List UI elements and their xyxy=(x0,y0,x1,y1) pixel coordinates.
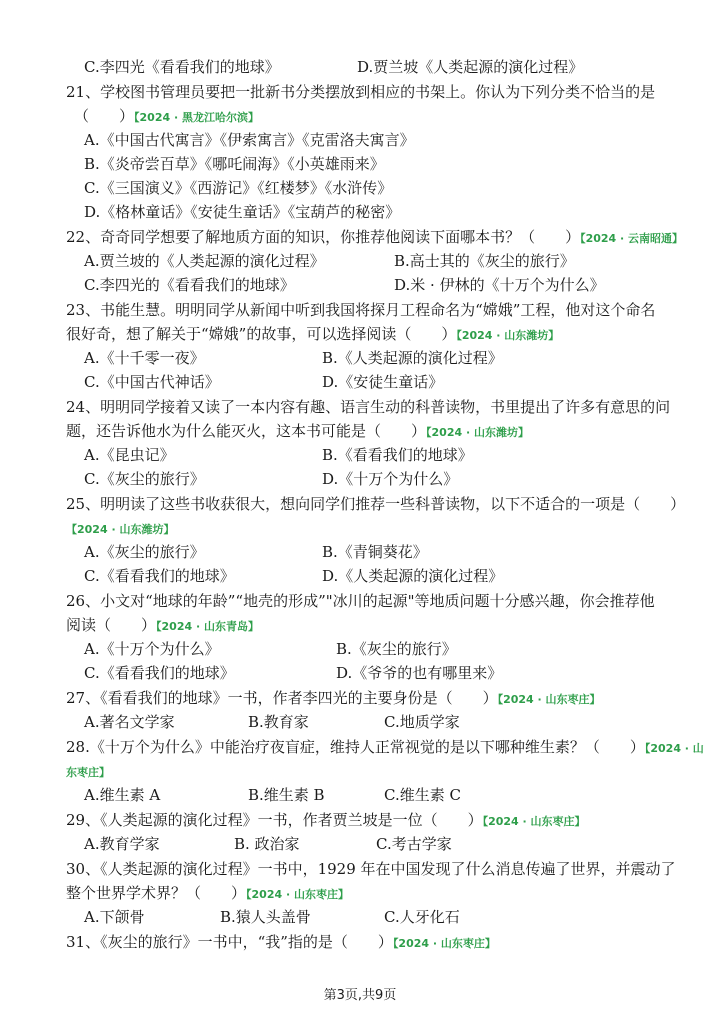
text-line xyxy=(84,130,415,150)
text-line xyxy=(84,712,175,732)
source-tag: 【2024 · 山东潍坊】 xyxy=(456,329,560,342)
line-text: B.《人类起源的演化过程》 xyxy=(322,349,503,367)
line-text: A.《十千零一夜》 xyxy=(84,349,205,367)
line-text: D.《格林童话》《安徒生童话》《宝葫芦的秘密》 xyxy=(84,203,401,221)
line-text: C.地质学家 xyxy=(384,713,460,731)
text-line xyxy=(322,445,473,465)
text-line xyxy=(84,275,295,295)
source-tag: 【2024 · 山 xyxy=(644,742,704,755)
line-text: A.下颌骨 xyxy=(84,908,145,926)
text-line xyxy=(66,494,685,514)
text-line xyxy=(66,761,110,783)
line-text: 29、《人类起源的演化过程》一书，作者贾兰坡是一位（ ） xyxy=(66,811,483,829)
text-line xyxy=(322,469,458,489)
text-line xyxy=(384,712,460,732)
line-text: A.教育学家 xyxy=(84,835,160,853)
line-text: A.维生素 A xyxy=(84,786,161,804)
line-text: 整个世界学术界？（ ） xyxy=(66,884,247,902)
text-line xyxy=(384,785,461,805)
text-line xyxy=(322,372,443,392)
text-line xyxy=(84,469,205,489)
line-text: 21、学校图书管理员要把一批新书分类摆放到相应的书架上。你认为下列分类不恰当的是 xyxy=(66,83,656,101)
line-text: B.猿人头盖骨 xyxy=(220,908,311,926)
line-text: A.《中国古代寓言》《伊索寓言》《克雷洛夫寓言》 xyxy=(84,131,415,149)
source-tag: 【2024 · 山东枣庄】 xyxy=(497,693,601,706)
source-tag: 【2024 · 山东枣庄】 xyxy=(482,815,586,828)
line-text: 22、奇奇同学想要了解地质方面的知识，你推荐他阅读下面哪本书？（ ） xyxy=(66,228,581,246)
text-line xyxy=(66,324,559,346)
text-line xyxy=(248,712,309,732)
text-line xyxy=(66,810,586,832)
line-text: C.《三国演义》《西游记》《红楼梦》《水浒传》 xyxy=(84,179,393,197)
line-text: B.《青铜葵花》 xyxy=(322,543,428,561)
line-text: D.米 · 伊林的《十万个为什么》 xyxy=(394,276,605,294)
line-text: C.李四光《看看我们的地球》 xyxy=(84,58,280,76)
text-line xyxy=(394,251,575,271)
line-text: A.《昆虫记》 xyxy=(84,446,175,464)
line-text: A.贾兰坡的《人类起源的演化过程》 xyxy=(84,252,325,270)
text-line xyxy=(66,859,676,879)
text-line xyxy=(84,178,392,198)
line-text: D.《安徒生童话》 xyxy=(322,373,444,391)
line-text: D.贾兰坡《人类起源的演化过程》 xyxy=(357,58,584,76)
line-text: 25、明明读了这些书收获很大，想向同学们推荐一些科普读物，以下不适合的一项是（ ） xyxy=(66,495,686,513)
text-line xyxy=(66,591,655,611)
line-text: 28.《十万个为什么》中能治疗夜盲症，维持人正常视觉的是以下哪种维生素？（ ） xyxy=(66,738,645,756)
line-text: D.《爷爷的也有哪里来》 xyxy=(336,664,503,682)
text-line xyxy=(84,542,205,562)
line-text: B.《炎帝尝百草》《哪吒闹海》《小英雄雨来》 xyxy=(84,155,385,173)
text-line xyxy=(66,300,655,320)
line-text: C.李四光的《看看我们的地球》 xyxy=(84,276,295,294)
text-line xyxy=(84,785,160,805)
line-text: A.《灰尘的旅行》 xyxy=(84,543,205,561)
line-text: C.《看看我们的地球》 xyxy=(84,567,235,585)
source-tag: 东枣庄】 xyxy=(66,766,110,779)
line-text: （ ） xyxy=(74,107,135,125)
source-tag: 【2024 · 山东潍坊】 xyxy=(66,523,175,536)
text-line xyxy=(66,82,655,102)
line-text: 23、书能生慧。明明同学从新闻中听到我国将探月工程命名为“嫦娥”工程，他对这个命名 xyxy=(66,301,656,319)
line-text: 24、明明同学接着又读了一本内容有趣、语言生动的科普读物，书里提出了许多有意思的问 xyxy=(66,398,671,416)
line-text: 27、《看看我们的地球》一书，作者李四光的主要身份是（ ） xyxy=(66,689,498,707)
line-text: 阅读（ ） xyxy=(66,616,157,634)
text-line xyxy=(66,615,259,637)
line-text: 30、《人类起源的演化过程》一书中，1929 年在中国发现了什么消息传遍了世界，并震动了 xyxy=(66,860,676,878)
text-line xyxy=(84,202,400,222)
text-line xyxy=(74,106,259,128)
text-line xyxy=(336,663,502,683)
text-line xyxy=(84,445,175,465)
line-text: A.著名文学家 xyxy=(84,713,175,731)
text-line xyxy=(394,275,605,295)
line-text: 题，还告诉他水为什么能灭火，这本书可能是（ ） xyxy=(66,422,427,440)
text-line xyxy=(322,348,503,368)
text-line xyxy=(376,834,452,854)
source-tag: 【2024 · 山东潍坊】 xyxy=(426,426,529,439)
line-text: C.维生素 C xyxy=(384,786,461,804)
text-line xyxy=(234,834,300,854)
source-tag: 【2024 · 云南昭通】 xyxy=(580,232,684,245)
text-line xyxy=(66,518,174,540)
line-text: 很好奇，想了解关于“嫦娥”的故事，可以选择阅读（ ） xyxy=(66,325,457,343)
page-footer: 第3页,共9页 xyxy=(323,988,397,1003)
text-line xyxy=(336,639,457,659)
line-text: B.《看看我们的地球》 xyxy=(322,446,473,464)
line-text: C.人牙化石 xyxy=(384,908,460,926)
line-text: B.《灰尘的旅行》 xyxy=(336,640,457,658)
text-line xyxy=(84,251,325,271)
text-line xyxy=(66,737,704,759)
text-line xyxy=(84,639,220,659)
text-line xyxy=(66,688,601,710)
line-text: C.《灰尘的旅行》 xyxy=(84,470,205,488)
text-line xyxy=(248,785,325,805)
text-line xyxy=(220,907,311,927)
source-tag: 【2024 · 山东枣庄】 xyxy=(392,937,496,950)
text-line xyxy=(66,883,349,905)
text-line xyxy=(66,421,529,443)
text-line xyxy=(84,834,160,854)
text-line xyxy=(322,566,503,586)
text-line xyxy=(84,372,220,392)
source-tag: 【2024 · 山东青岛】 xyxy=(156,620,259,633)
text-line xyxy=(84,566,235,586)
text-line xyxy=(384,907,460,927)
line-text: B.维生素 B xyxy=(248,786,325,804)
text-line xyxy=(66,397,670,417)
line-text: D.《人类起源的演化过程》 xyxy=(322,567,504,585)
line-text: C.考古学家 xyxy=(376,835,452,853)
text-line xyxy=(66,932,496,954)
source-tag: 【2024 · 山东枣庄】 xyxy=(246,888,349,901)
line-text: C.《看看我们的地球》 xyxy=(84,664,235,682)
text-line xyxy=(84,907,145,927)
text-line xyxy=(84,154,385,174)
line-text: B.教育家 xyxy=(248,713,309,731)
line-text: B. 政治家 xyxy=(234,835,300,853)
source-tag: 【2024 · 黑龙江哈尔滨】 xyxy=(134,111,259,124)
text-line xyxy=(84,57,280,77)
line-text: 31、《灰尘的旅行》一书中，“我”指的是（ ） xyxy=(66,933,393,951)
line-text: D.《十万个为什么》 xyxy=(322,470,459,488)
text-line xyxy=(357,57,583,77)
line-text: 26、小文对“地球的年龄”“地壳的形成”"冰川的起源"等地质问题十分感兴趣，你会推荐他 xyxy=(66,592,655,610)
text-line xyxy=(66,227,683,249)
text-line xyxy=(84,348,205,368)
line-text: C.《中国古代神话》 xyxy=(84,373,220,391)
line-text: A.《十万个为什么》 xyxy=(84,640,220,658)
text-line xyxy=(322,542,428,562)
text-line xyxy=(84,663,235,683)
line-text: B.高士其的《灰尘的旅行》 xyxy=(394,252,575,270)
